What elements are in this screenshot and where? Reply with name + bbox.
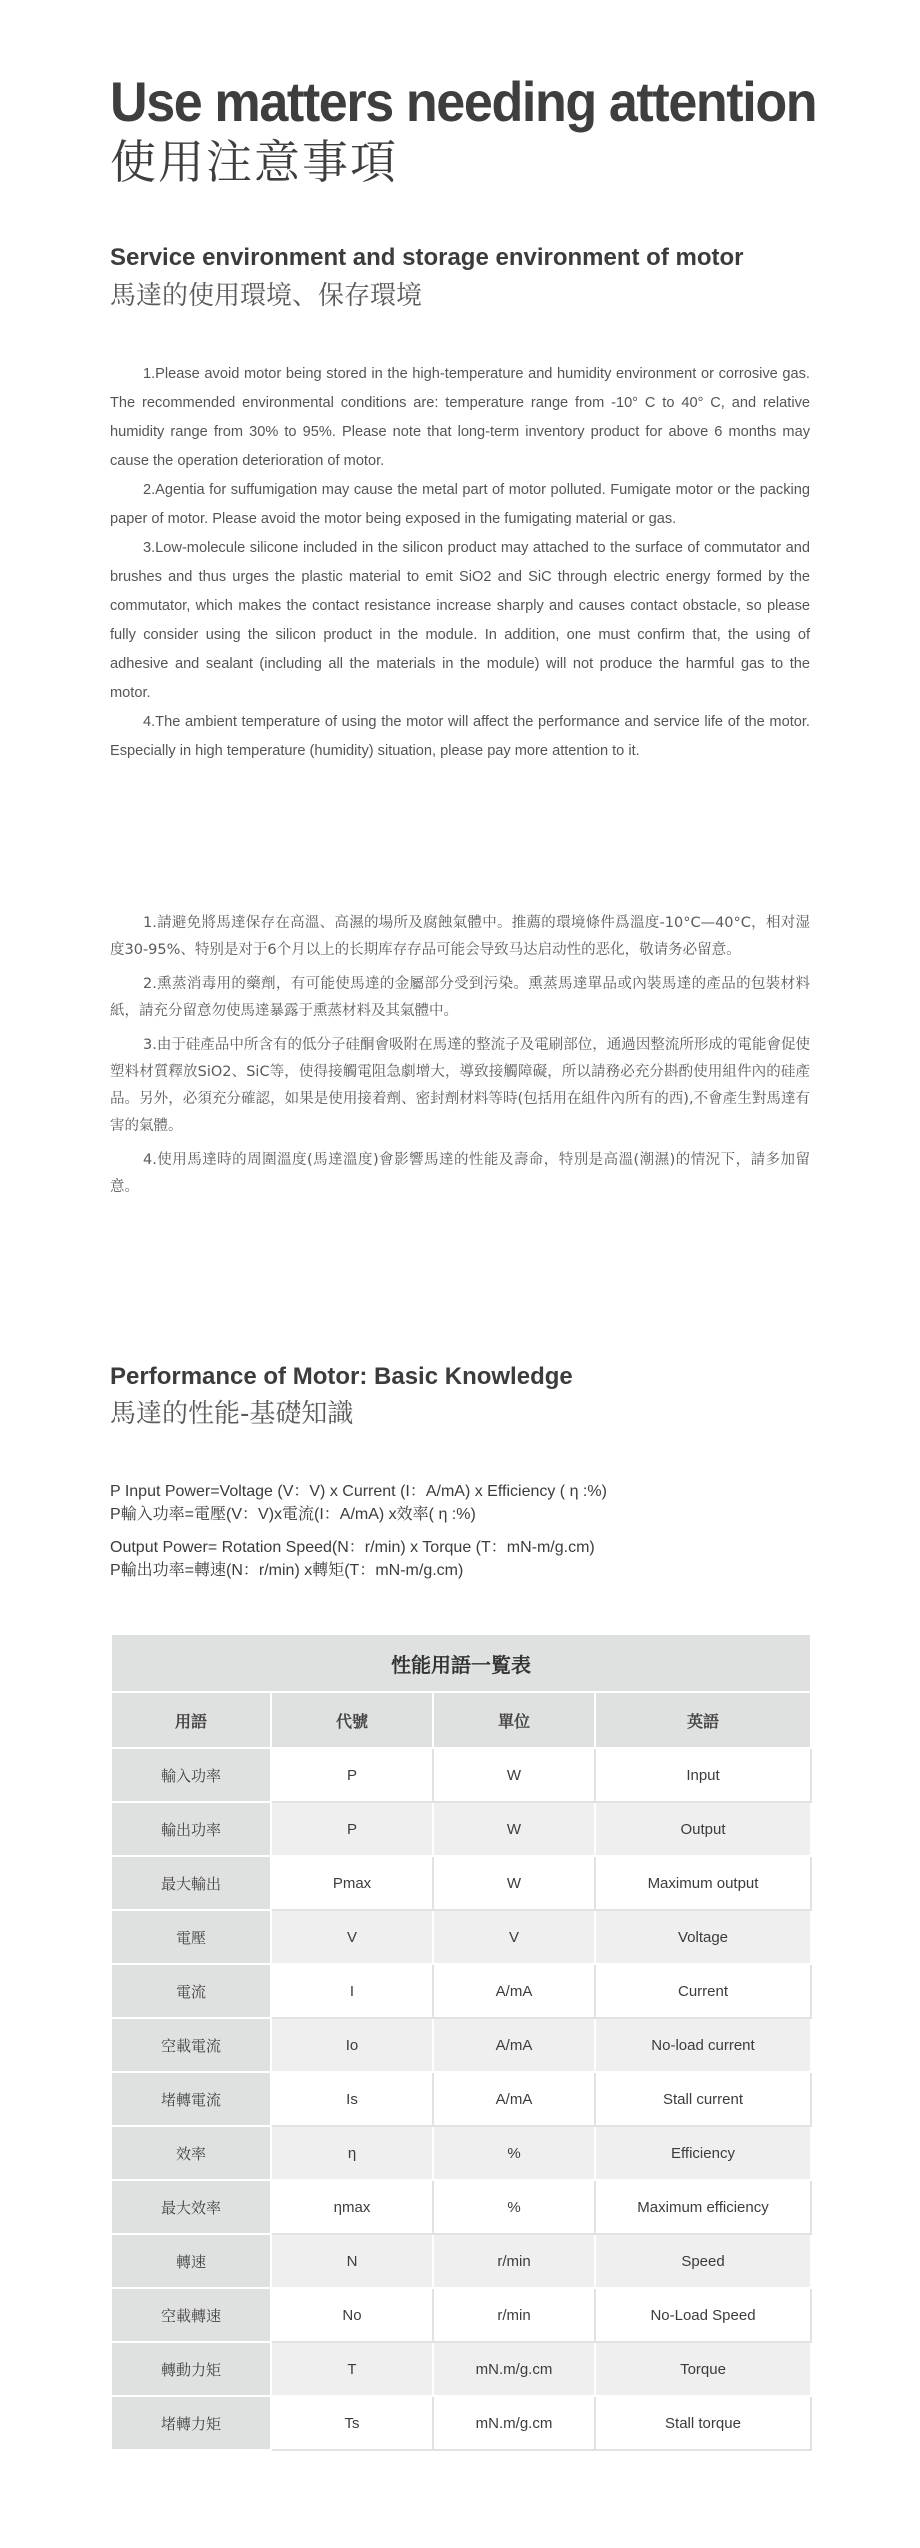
output-power-formula-en: Output Power= Rotation Speed(N：r/min) x Torque (T：mN-m/g.cm) bbox=[110, 1539, 595, 1556]
table-header-english: 英語 bbox=[595, 1692, 811, 1748]
table-row bbox=[111, 2126, 811, 2180]
table-row bbox=[111, 1802, 811, 1856]
table-cell-symbol: P bbox=[271, 1802, 433, 1856]
table-cell-english: Speed bbox=[595, 2234, 811, 2288]
table-cell-unit: mN.m/g.cm bbox=[433, 2396, 595, 2450]
table-cell-term: 空載轉速 bbox=[111, 2288, 271, 2342]
table-cell-term: 輸入功率 bbox=[111, 1748, 271, 1802]
table-cell-symbol: N bbox=[271, 2234, 433, 2288]
table-cell-unit: % bbox=[433, 2180, 595, 2234]
table-header-term: 用語 bbox=[111, 1692, 271, 1748]
table-cell-english: Stall torque bbox=[595, 2396, 811, 2450]
table-cell-term: 輸出功率 bbox=[111, 1802, 271, 1856]
table-cell-term: 最大輸出 bbox=[111, 1856, 271, 1910]
paragraph-zh-2: 2.熏蒸消毒用的藥劑，有可能使馬達的金屬部分受到污染。熏蒸馬達單品或內裝馬達的產品的包裝材料紙，請充分留意勿使馬達暴露于熏蒸材料及其氣體中。 bbox=[110, 976, 810, 1019]
table-cell-symbol: Io bbox=[271, 2018, 433, 2072]
table-cell-term: 轉動力矩 bbox=[111, 2342, 271, 2396]
table-cell-symbol: T bbox=[271, 2342, 433, 2396]
table-cell-term: 堵轉力矩 bbox=[111, 2396, 271, 2450]
table-row bbox=[111, 2288, 811, 2342]
paragraph-en-4: 4.The ambient temperature of using the motor will affect the performance and service life of the motor. Especially in high temperature (humidity) situation, please pay more attention to it. bbox=[110, 714, 810, 759]
table-cell-term: 效率 bbox=[111, 2126, 271, 2180]
table-cell-term: 最大效率 bbox=[111, 2180, 271, 2234]
power-formulas bbox=[110, 1480, 810, 1582]
table-cell-english: Efficiency bbox=[595, 2126, 811, 2180]
table-row bbox=[111, 1910, 811, 1964]
table-cell-term: 電壓 bbox=[111, 1910, 271, 1964]
table-cell-english: Stall current bbox=[595, 2072, 811, 2126]
table-cell-symbol: Pmax bbox=[271, 1856, 433, 1910]
performance-terms-table bbox=[110, 1633, 812, 2451]
table-cell-english: Maximum output bbox=[595, 1856, 811, 1910]
paragraph-en-1: 1.Please avoid motor being stored in the high-temperature and humidity environment or corrosive gas. The recommended environmental conditions are: temperature range from -10° C to 40° C, and relative humidity range from 30% to 95%. Please note that long-term inventory product for above 6 months may cause the operation deterioration of motor. bbox=[110, 366, 810, 469]
table-cell-english: Output bbox=[595, 1802, 811, 1856]
table-row bbox=[111, 2342, 811, 2396]
table-cell-unit: % bbox=[433, 2126, 595, 2180]
table-cell-unit: r/min bbox=[433, 2288, 595, 2342]
table-cell-symbol: I bbox=[271, 1964, 433, 2018]
performance-section-title-en: Performance of Motor: Basic Knowledge bbox=[110, 1363, 573, 1390]
table-row bbox=[111, 1964, 811, 2018]
storage-section-title-zh: 馬達的使用環境、保存環境 bbox=[110, 281, 423, 311]
performance-section-title-zh: 馬達的性能-基礎知識 bbox=[110, 1399, 354, 1429]
table-body bbox=[111, 1748, 811, 2450]
table-row bbox=[111, 2018, 811, 2072]
paragraph-en-3: 3.Low-molecule silicone included in the silicon product may attached to the surface of commutator and brushes and thus urges the plastic material to emit SiO2 and SiC through electric energy formed by the commutator, which makes the contact resistance increase sharply and causes contact obstacle, so please fully consider using the silicon product in the module. In addition, one must confirm that, the using of adhesive and sealant (including all the materials in the module) will not produce the harmful gas to the motor. bbox=[110, 540, 810, 701]
input-power-formula-en: P Input Power=Voltage (V：V) x Current (I：A/mA) x Efficiency ( η :%) bbox=[110, 1483, 607, 1500]
table-cell-english: Voltage bbox=[595, 1910, 811, 1964]
table-header-symbol: 代號 bbox=[271, 1692, 433, 1748]
paragraph-zh-4: 4.使用馬達時的周圍溫度(馬達溫度)會影響馬達的性能及壽命，特別是高溫(潮濕)的情況下，請多加留意。 bbox=[110, 1152, 810, 1195]
table-cell-term: 空載電流 bbox=[111, 2018, 271, 2072]
table-cell-symbol: No bbox=[271, 2288, 433, 2342]
table-caption: 性能用語一覧表 bbox=[111, 1634, 811, 1692]
storage-section-title-en: Service environment and storage environment of motor bbox=[110, 244, 744, 271]
storage-paragraphs-en bbox=[110, 360, 810, 766]
table-cell-unit: W bbox=[433, 1802, 595, 1856]
table-cell-english: Torque bbox=[595, 2342, 811, 2396]
table-cell-term: 堵轉電流 bbox=[111, 2072, 271, 2126]
page-title-zh: 使用注意事項 bbox=[110, 135, 398, 189]
table-header-unit: 單位 bbox=[433, 1692, 595, 1748]
table-cell-symbol: ηmax bbox=[271, 2180, 433, 2234]
table-cell-unit: A/mA bbox=[433, 1964, 595, 2018]
table-row bbox=[111, 2396, 811, 2450]
table-row bbox=[111, 2072, 811, 2126]
table-cell-symbol: η bbox=[271, 2126, 433, 2180]
paragraph-en-2: 2.Agentia for suffumigation may cause the metal part of motor polluted. Fumigate motor or the packing paper of motor. Please avoid the motor being exposed in the fumigating material or gas. bbox=[110, 482, 810, 527]
table-cell-symbol: Ts bbox=[271, 2396, 433, 2450]
table-cell-english: No-load current bbox=[595, 2018, 811, 2072]
table-row bbox=[111, 2234, 811, 2288]
table-row bbox=[111, 2180, 811, 2234]
table-cell-unit: W bbox=[433, 1856, 595, 1910]
table-cell-unit: V bbox=[433, 1910, 595, 1964]
table-cell-unit: A/mA bbox=[433, 2018, 595, 2072]
table-cell-unit: mN.m/g.cm bbox=[433, 2342, 595, 2396]
table-cell-english: Input bbox=[595, 1748, 811, 1802]
table-cell-english: Maximum efficiency bbox=[595, 2180, 811, 2234]
table-cell-term: 電流 bbox=[111, 1964, 271, 2018]
paragraph-zh-3: 3.由于硅產品中所含有的低分子硅酮會吸附在馬達的整流子及電刷部位，通過因整流所形成的電能會促使塑料材質釋放SiO2、SiC等，使得接觸電阻急劇增大，導致接觸障礙，所以請務必充分斟酌使用組件內的硅產品。另外，必須充分確認，如果是使用接着劑、密封劑材料等時(包括用在組件內所有的西),不會產生對馬達有害的氣體。 bbox=[110, 1037, 810, 1134]
table-cell-symbol: Is bbox=[271, 2072, 433, 2126]
paragraph-zh-1: 1.請避免將馬達保存在高溫、高濕的場所及腐蝕氣體中。推薦的環境條件爲溫度-10°C—40°C，相对湿度30-95%、特别是对于6个月以上的长期库存存品可能会导致马达启动性的恶化，敬请务必留意。 bbox=[110, 915, 810, 958]
table-row bbox=[111, 1748, 811, 1802]
table-cell-symbol: V bbox=[271, 1910, 433, 1964]
page-title-en: Use matters needing attention bbox=[110, 70, 817, 133]
table-cell-unit: r/min bbox=[433, 2234, 595, 2288]
input-power-formula-zh: P輸入功率=電壓(V：V)x電流(I：A/mA) x效率( η :%) bbox=[110, 1506, 476, 1523]
output-power-formula-zh: P輸出功率=轉速(N：r/min) x轉矩(T：mN-m/g.cm) bbox=[110, 1562, 464, 1579]
table-cell-english: Current bbox=[595, 1964, 811, 2018]
table-row bbox=[111, 1856, 811, 1910]
table-cell-unit: A/mA bbox=[433, 2072, 595, 2126]
storage-paragraphs-zh bbox=[110, 910, 810, 1208]
table-cell-symbol: P bbox=[271, 1748, 433, 1802]
table-cell-english: No-Load Speed bbox=[595, 2288, 811, 2342]
table-cell-unit: W bbox=[433, 1748, 595, 1802]
table-cell-term: 轉速 bbox=[111, 2234, 271, 2288]
